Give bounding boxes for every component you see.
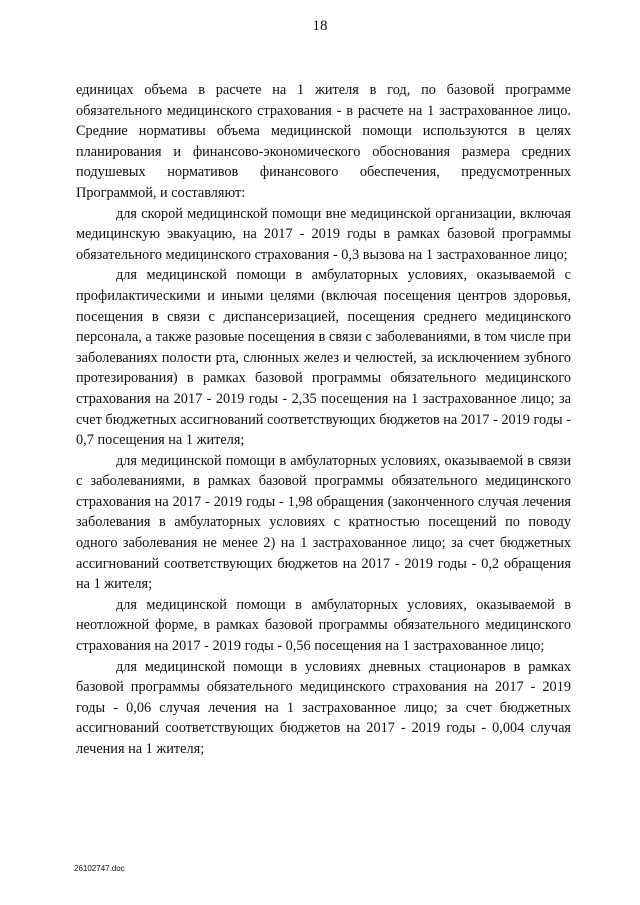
paragraph-outpatient-disease: для медицинской помощи в амбулаторных условиях, оказываемой в связи с заболеваниями, в рамках базовой программы обязательного медицинского страхования на 2017 - 2019 годы - 1,98 обращения (законченного случая лечения заболевания в амбулаторных условиях с кратностью посещений по поводу одного заболевания не менее 2) на 1 застрахованное лицо; за счет бюджетных ассигнований соответствующих бюджетов на 2017 - 2019 годы - 0,2 обращения на 1 жителя; [76,452,571,593]
paragraph-day-hospital: для медицинской помощи в условиях дневных стационаров в рамках базовой программы обязательного медицинского страхования на 2017 - 2019 годы - 0,06 случая лечения на 1 застрахованное лицо; за счет бюджетных ассигнований соответствующих бюджетов на 2017 - 2019 годы - 0,004 случая лечения на 1 жителя; [76,658,571,757]
paragraph-emergency-care: для скорой медицинской помощи вне медицинской организации, включая медицинскую эвакуацию, на 2017 - 2019 годы в рамках базовой программы обязательного медицинского страхования - 0,3 вызова на 1 застрахованное лицо; [76,205,571,263]
page-number: 18 [312,18,328,34]
paragraph-outpatient-preventive: для медицинской помощи в амбулаторных условиях, оказываемой с профилактическими и иными целями (включая посещения центров здоровья, посещения в связи с диспансеризацией, посещения среднего медицинского персонала, а также разовые посещения в связи с заболеваниями, в том числе при заболеваниях полости рта, слюнных желез и челюстей, за исключением зубного протезирования) в рамках базовой программы обязательного медицинского страхования на 2017 - 2019 годы - 2,35 посещения на 1 застрахованное лицо; за счет бюджетных ассигнований соответствующих бюджетов на 2017 - 2019 годы - 0,7 посещения на 1 жителя; [76,267,571,449]
paragraph-outpatient-urgent: для медицинской помощи в амбулаторных условиях, оказываемой в неотложной форме, в рамках базовой программы обязательного медицинского страхования на 2017 - 2019 годы - 0,56 посещения на 1 застрахованное лицо; [76,596,571,655]
document-body [76,80,571,760]
paragraph-intro: единицах объема в расчете на 1 жителя в год, по базовой программе обязательного медицинского страхования - в расчете на 1 застрахованное лицо. Средние нормативы объема медицинской помощи используются в целях планирования и финансово-экономического обоснования размера средних подушевых нормативов финансового обеспечения, предусмотренных Программой, и составляют: [76,82,571,201]
file-name-footer: 26102747.doc [74,864,125,873]
